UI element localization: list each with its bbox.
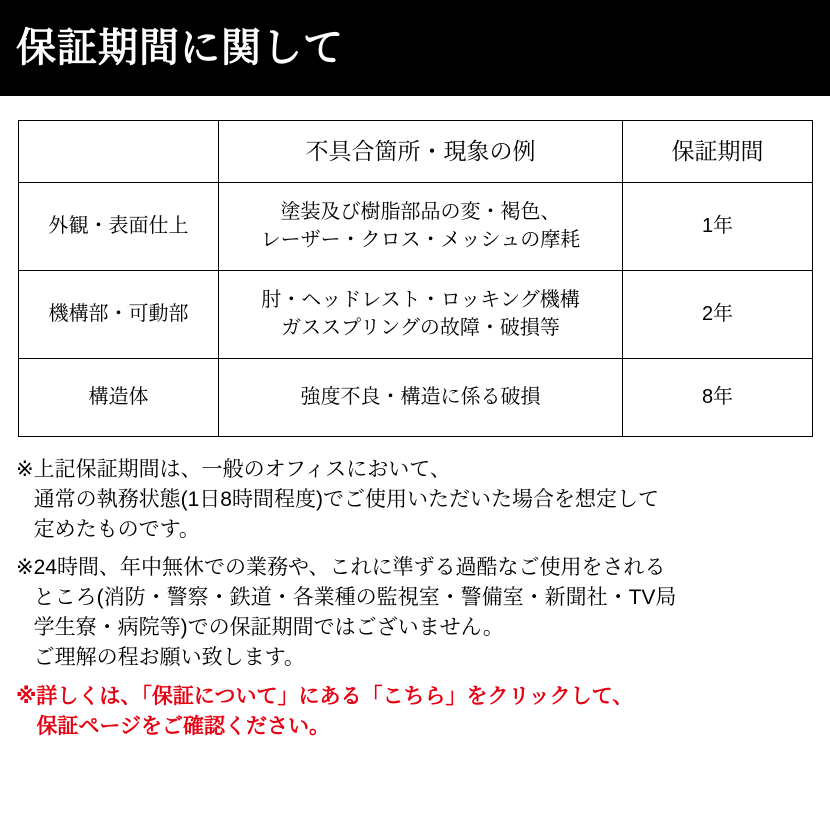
- note-line: 学生寮・病院等)での保証期間ではございません。: [33, 616, 504, 640]
- row-example-line: 強度不良・構造に係る破損: [300, 385, 541, 408]
- table-header-row: [19, 121, 813, 183]
- table-header-blank: [19, 121, 219, 183]
- note-line: ところ(消防・警察・鉄道・各業種の監視室・警備室・新聞社・TV局: [33, 586, 677, 610]
- warranty-table-container: [0, 96, 830, 437]
- table-header-period: 保証期間: [623, 121, 813, 183]
- row-example-line: 塗装及び樹脂部品の変・褐色、: [280, 200, 561, 223]
- note-mark: ※: [16, 458, 34, 481]
- note-item: [16, 455, 814, 544]
- table-header-example: 不具合箇所・現象の例: [219, 121, 623, 183]
- table-row: [19, 183, 813, 271]
- table-row: [19, 271, 813, 359]
- note-line: 24時間、年中無休での業務や、これに準ずる過酷なご使用をされる: [33, 556, 666, 580]
- note-body: [34, 553, 814, 672]
- row-category: 機構部・可動部: [19, 271, 219, 359]
- row-example-line: レーザー・クロス・メッシュの摩耗: [260, 228, 581, 251]
- table-row: [19, 359, 813, 437]
- row-example: [219, 183, 623, 271]
- row-period: 8年: [623, 359, 813, 437]
- note-item: [16, 553, 814, 672]
- row-period: 1年: [623, 183, 813, 271]
- row-example: [219, 271, 623, 359]
- row-category: 外観・表面仕上: [19, 183, 219, 271]
- note-line: ご理解の程お願い致します。: [33, 645, 305, 669]
- row-example-line: 肘・ヘッドレスト・ロッキング機構: [261, 288, 580, 311]
- note-line: 定めたものです。: [33, 517, 200, 541]
- row-period: 2年: [623, 271, 813, 359]
- notes-section: [0, 437, 830, 741]
- warranty-table: [18, 120, 813, 437]
- note-item-highlight: [16, 682, 814, 742]
- note-line: 詳しくは、「保証について」にある「こちら」をクリックして、: [36, 684, 634, 708]
- note-mark: ※: [16, 556, 34, 580]
- note-mark: ※: [16, 684, 37, 708]
- note-line: 保証ページをご確認ください。: [36, 714, 331, 738]
- page-header: [0, 0, 830, 96]
- note-body: [34, 455, 814, 544]
- row-example-line: ガススプリングの故障・破損等: [281, 316, 560, 339]
- page-title: 保証期間に関して: [16, 26, 344, 70]
- note-body: [36, 682, 814, 742]
- note-line: 上記保証期間は、一般のオフィスにおいて、: [33, 458, 451, 481]
- note-line: 通常の執務状態(1日8時間程度)でご使用いただいた場合を想定して: [33, 487, 659, 511]
- row-example: [219, 359, 623, 437]
- row-category: 構造体: [19, 359, 219, 437]
